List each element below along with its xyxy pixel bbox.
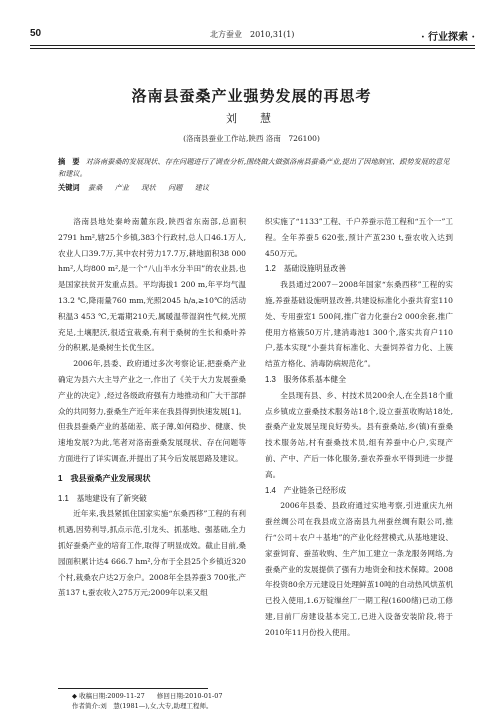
paragraph: 2006年,县委、政府通过多次考察论证,把蚕桑产业确定为县六大主导产业之一,作出了《关于大力发展蚕桑产业的决定》,经过各级政府强有力地推动和广大干部群众的共同努力,蚕桑生产近年来在我县得到快速发展[1]。但我县蚕桑产业的基础差、底子薄,如何稳步、健康、快速地发展?为此,笔者对洛南蚕桑发展现状、存在问题等方面进行了详实调查,并提出了其今后发展思路及建议。 <box>58 359 246 463</box>
running-header <box>30 28 475 42</box>
keyword: 建议 <box>194 183 210 192</box>
journal-name: 北方蚕业 2010,31(1) <box>210 30 295 39</box>
paragraph: 织实施了“1133”工程、千户养蚕示范工程和“五个一”工程。全年养蚕5 620张,预计产茧230 t,蚕农收入达到450万元。 <box>265 217 453 258</box>
keyword: 蚕桑 <box>87 183 103 192</box>
article-author: 刘 慧 <box>226 112 277 125</box>
author-bio: 作者简介:刘 慧(1981—),女,大专,助理工程师。 <box>72 702 213 710</box>
abstract-text: 对洛南蚕桑的发展现状、存在问题进行了调查分析,围绕做大做强洛南县蚕桑产业,提出了因地制宜、跟势发展的意见和建议。 <box>58 157 450 178</box>
right-column <box>265 214 453 641</box>
keyword: 问题 <box>167 183 183 192</box>
keyword: 产业 <box>114 183 129 192</box>
paragraph: 2006年县委、县政府通过实地考察,引进重庆九州蚕丝绸公司在我县成立洛南县九州蚕丝绸有限公司,推行“公司＋农户＋基地”的产业化经营模式,从基地建设、家蚕饲育、蚕茧收购、生产加工建立一条龙服务网络,为蚕桑产业的发展提供了强有力地资金和技术保障。2008年投资80余万元建设日处理鲜茧10吨的自动热风烘茧机已投入使用,1.6万锭缫丝厂一期工程(1600绪)已动工修建,目前厂房建设基本完工,已进入设备安装阶段,将于2010年11月份投入使用。 <box>265 501 453 637</box>
keywords <box>58 183 453 193</box>
section-name: · 行业探索 · <box>421 32 475 43</box>
author-affiliation: (洛南县蚕业工作站,陕西 洛南 726100) <box>183 134 320 143</box>
header-rule <box>30 45 475 49</box>
paragraph: 洛南县地处秦岭南麓东段,陕西省东南部,总面积2791 hm²,辖25个乡镇,383个行政村,总人口46.1万人,农业人口39.7万,其中农村劳力17.7万,耕地面积38 000 hm²,人均800 m²,是一个“八山半水分半田”的农业县,也是国家扶贫开发重点县。平均海拔1 200 m,年平均气温13.2 ℃,降雨量760 mm,光照2045 h/a,≥10℃的活动积温3 453 ℃,无霜期210天,属暖温带湿润性气候,光照充足,土壤肥沃,很适宜栽桑,有利于桑树的生长和桑叶养分的积累,是桑树生长优生区。 <box>58 217 246 353</box>
subsection-heading: 1.2 基础设施明显改善 <box>265 264 347 274</box>
keywords-label: 关键词 <box>58 183 80 192</box>
revised-date: 修回日期:2010-01-07 <box>156 692 223 700</box>
abstract <box>58 156 453 179</box>
footnote-rule <box>58 688 208 689</box>
subsection-heading: 1.4 产业链条已经形成 <box>265 485 347 495</box>
subsection-heading: 1.1 基地建设有了新突破 <box>58 493 147 503</box>
abstract-label: 摘 要 <box>58 157 80 166</box>
paragraph: 全县现有县、乡、村技术员200余人,在全县18个重点乡镇成立蚕桑技术服务站18个,设立蚕茧收购站18处,蚕桑产业发展呈现良好势头。县有蚕桑站,乡(镇)有蚕桑技术服务站,村有蚕桑技术员,组有养蚕中心户,实现产前、产中、产后一体化服务,蚕农养蚕水平得到进一步提高。 <box>265 390 453 479</box>
page-number: 50 <box>30 28 42 39</box>
article-title: 洛南县蚕桑产业强势发展的再思考 <box>131 87 372 105</box>
paragraph: 近年来,我县紧抓住国家实施“东桑西移”工程的有利机遇,因势利导,抓点示范,引龙头、抓基地、强基础,全力抓好蚕桑产业的培育工作,取得了明显成效。截止目前,桑园面积累计达4 666.7 hm²,分布于全县25个乡镇近320个村,栽桑农户达2万余户。2008年全县养蚕3 700张,产茧137 t,蚕农收入275万元;2009年以来又组 <box>58 509 246 598</box>
subsection-heading: 1.3 服务体系基本健全 <box>265 374 347 384</box>
left-column <box>58 214 246 601</box>
received-date: ◆ 收稿日期:2009-11-27 <box>72 692 145 700</box>
paragraph: 我县通过2007－2008年国家“东桑西移”工程的实施,养蚕基础设施明显改善,共建设标准化小蚕共育室110处、专用蚕室1 500间,推广省力化蚕台2 000余套,推广使用方格簇50万片,建消毒池1 300个,落实共育户110户,基本实现“小蚕共育标准化、大蚕饲养省力化、上簇结茧方格化、消毒防病规范化”。 <box>265 280 453 369</box>
section-heading: 1 我县蚕桑产业发展现状 <box>58 473 151 483</box>
footnote-dates <box>72 691 232 701</box>
keyword: 现状 <box>141 183 156 192</box>
